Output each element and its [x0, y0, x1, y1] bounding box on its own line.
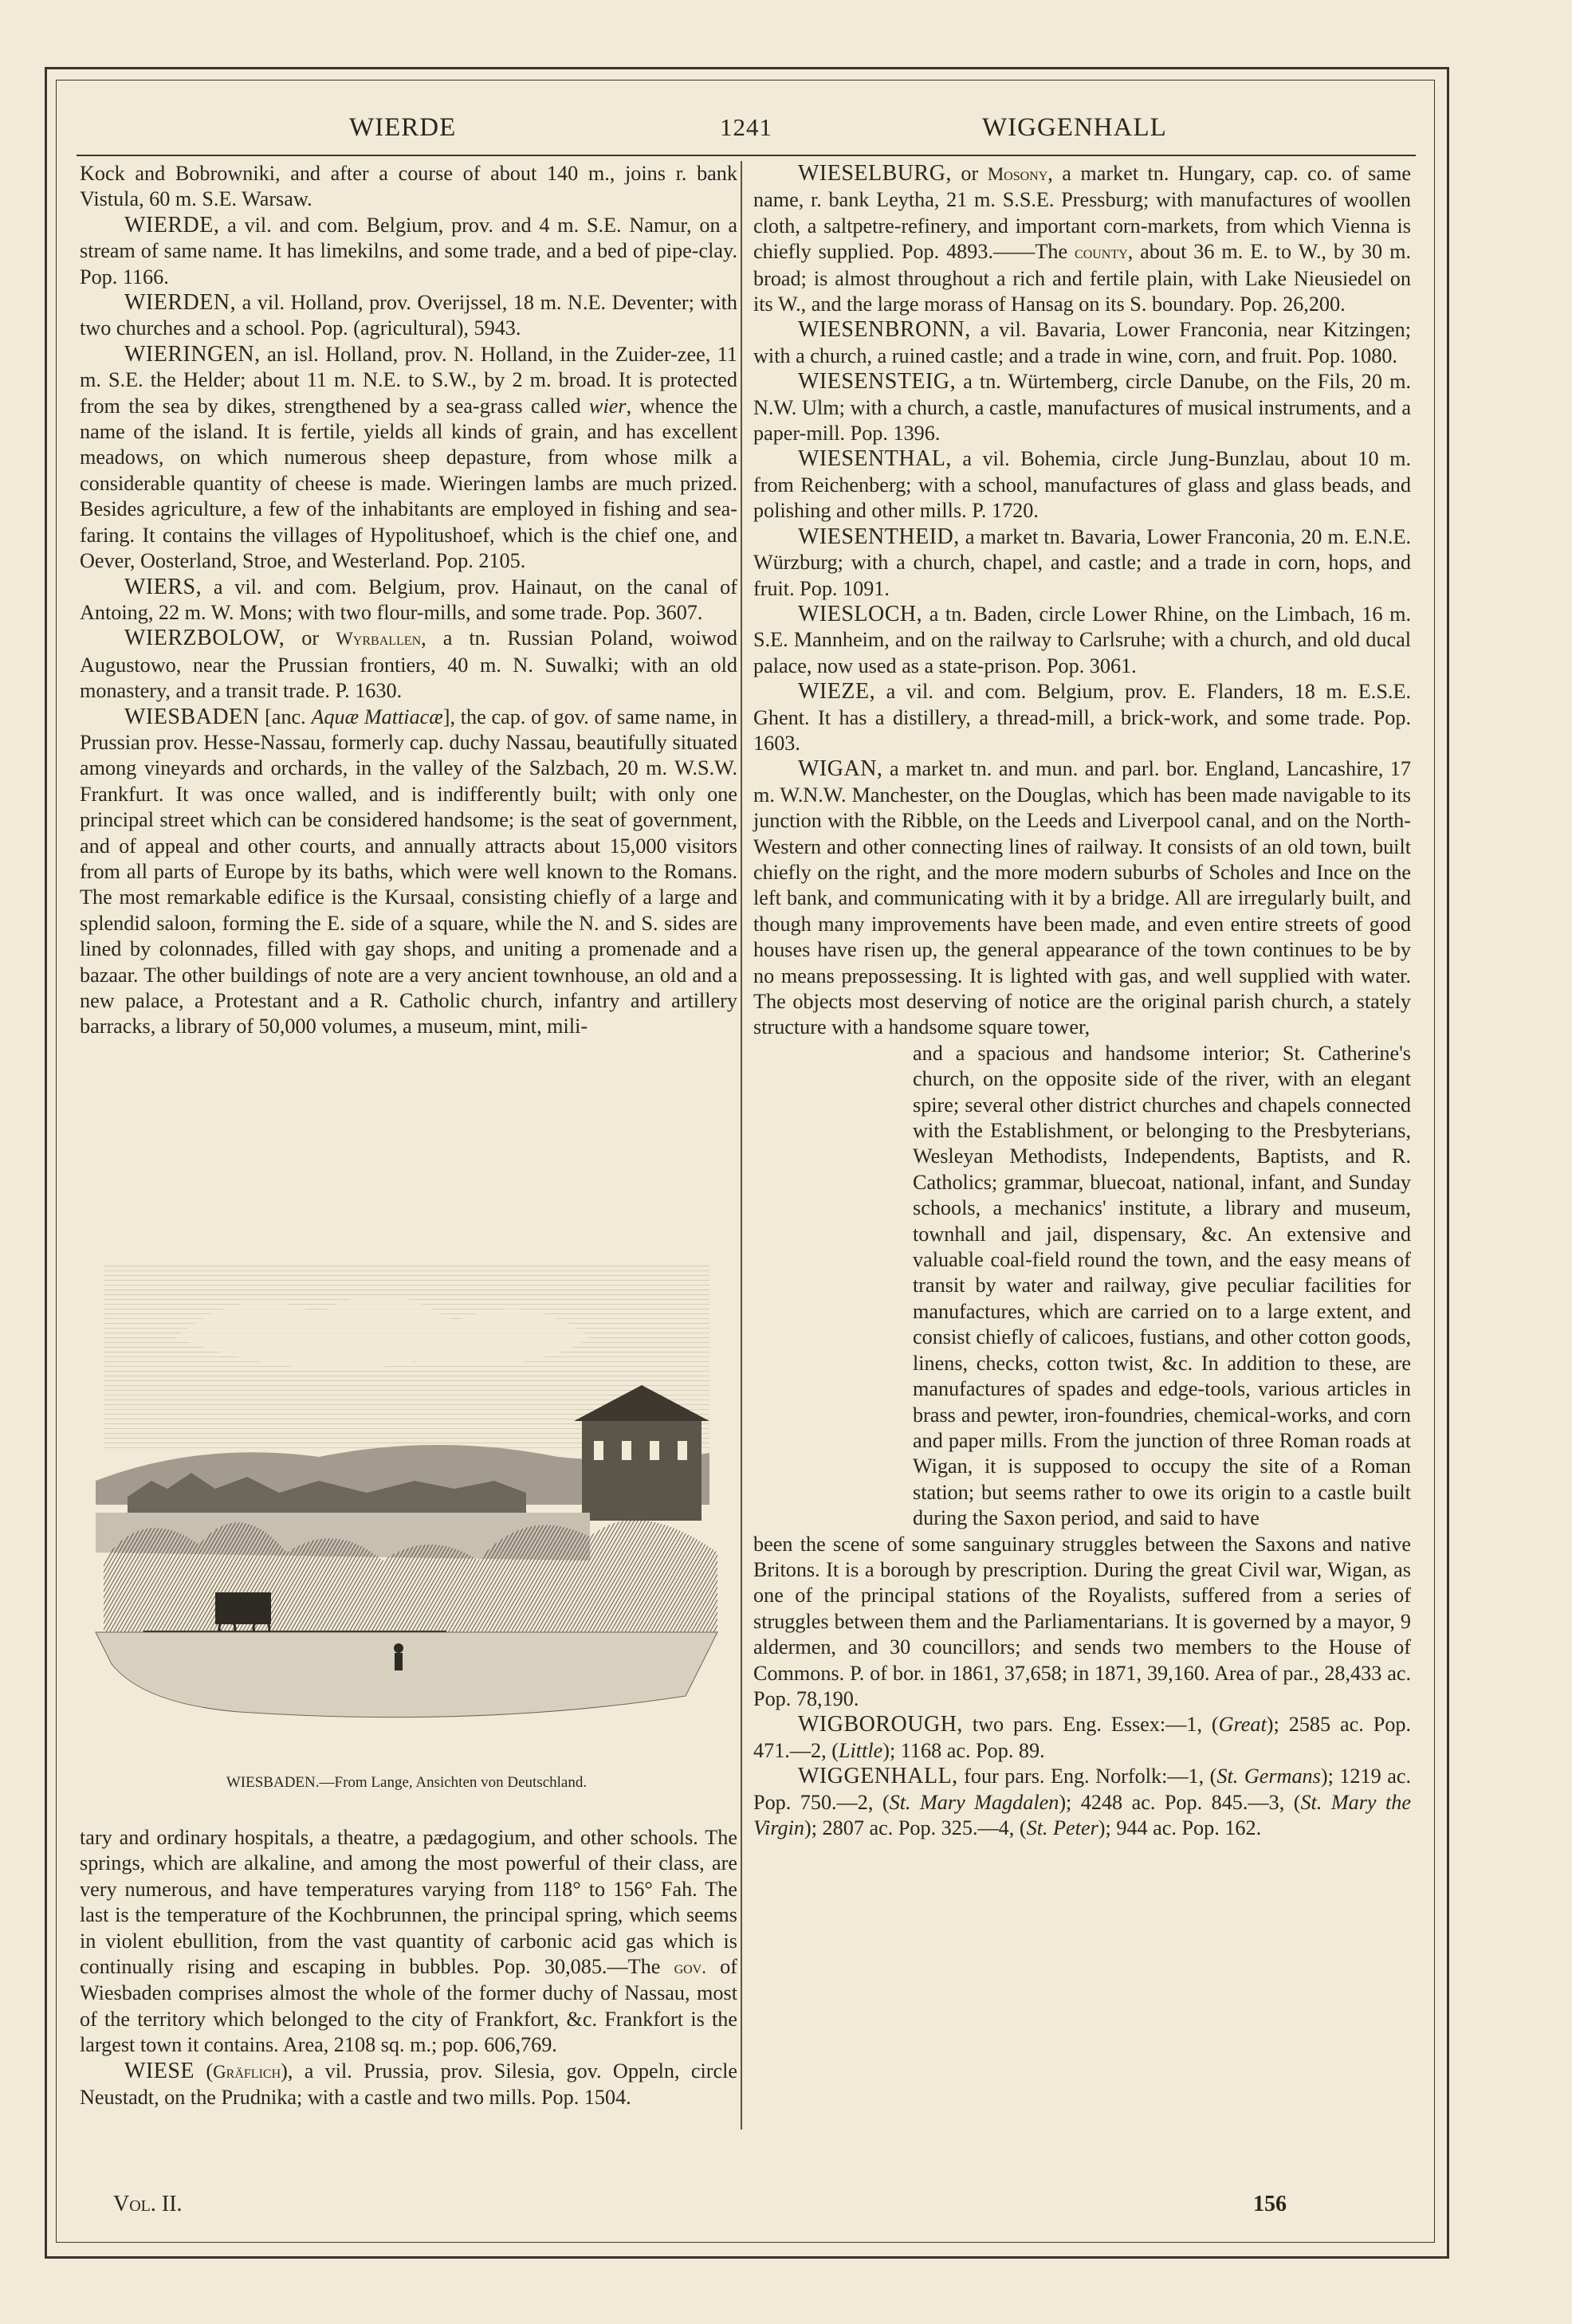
entry-wierzbolow: WIERZBOLOW, or Wyrballen, a tn. Russian Poland, woiwod Augustowo, near the Prussian frontiers, 40 m. N. Suwalki; with an old monastery, and a transit trade. P. 1630. — [80, 626, 737, 703]
entry-wiesloch: WIESLOCH, a tn. Baden, circle Lower Rhine, on the Limbach, 16 m. S.E. Mannheim, and on the railway to Carlsruhe; with a church, and old ducal palace, now used as a state-prison. Pop. 3061. — [753, 601, 1411, 677]
entry-wiesentheid: WIESENTHEID, a market tn. Bavaria, Lower Franconia, 20 m. E.N.E. Würzburg; with a church, chapel, and castle; and a trade in corn, hops, and fruit. Pop. 1091. — [753, 524, 1411, 600]
headword: WIESELBURG, — [798, 161, 952, 186]
building — [582, 1417, 702, 1521]
headword: WIESE — [124, 2058, 195, 2083]
headword: WIERZBOLOW, — [124, 626, 285, 651]
page-number: 1241 — [720, 113, 772, 141]
wiesbaden-engraving — [80, 1218, 733, 1792]
signature-mark: 156 — [1253, 2192, 1287, 2216]
entry-wiers: WIERS, a vil. and com. Belgium, prov. Hainaut, on the canal of Antoing, 22 m. W. Mons; with two flour-mills, and some trade. Pop. 3607. — [80, 574, 737, 624]
entry-wiesensteig: WIESENSTEIG, a tn. Würtemberg, circle Danube, on the Fils, 20 m. N.W. Ulm; with a church, a castle, manufactures of musical instruments, and a paper-mill. Pop. 1396. — [753, 369, 1411, 446]
entry-wieselburg: WIESELBURG, or Mosony, a market tn. Hungary, cap. co. of same name, r. bank Leytha, 21 m. S.S.E. Pressburg; with manufactures of woollen cloth, a saltpetre-refinery, and important corn-markets, from which Vienna is chiefly supplied. Pop. 4893.——The county, about 36 m. E. to W., by 30 m. broad; is almost throughout a rich and fertile plain, with Lake Nieusiedel on its W., and the large morass of Hansag on its S. boundary. Pop. 26,200. — [753, 161, 1411, 316]
entry-wigborough: WIGBOROUGH, two pars. Eng. Essex:—1, (Great); 2585 ac. Pop. 471.—2, (Little); 1168 ac. Pop. 89. — [753, 1712, 1412, 1762]
entry-wieringen: WIERINGEN, an isl. Holland, prov. N. Holland, in the Zuider-zee, 11 m. S.E. the Helder; about 11 m. N.E. to S.W., by 2 m. broad. It is protected from the sea by dikes, strengthened by a sea-grass called wier, whence the name of the island. It is fertile, yields all kinds of grain, and has excellent meadows, on which numerous sheep depasture, from whose milk a considerable quantity of cheese is made. Wieringen lambs are much prized. Besides agriculture, a few of the inhabitants are employed in fishing and sea-faring. It contains the villages of Hypolitushoef, which is the chief one, and Oever, Oosterland, Stroe, and Westerland. Pop. 2105. — [80, 341, 737, 573]
headword: WIESENTHEID, — [798, 524, 960, 549]
entry-wierde: WIERDE, a vil. and com. Belgium, prov. and 4 m. S.E. Namur, on a stream of same name. It has limekilns, and some trade, and a bed of pipe-clay. Pop. 1166. — [80, 212, 737, 289]
running-head-right: WIGGENHALL — [982, 113, 1167, 142]
running-head-left: WIERDE — [349, 113, 457, 142]
headword: WIESBADEN — [124, 704, 260, 729]
entry-wiesbaden: WIESBADEN [anc. Aquæ Mattiacæ], the cap. of gov. of same name, in Prussian prov. Hesse-Nassau, formerly cap. duchy Nassau, beautifully situated among vineyards and orchards, in the valley of the Salzbach, 20 m. W.S.W. Frankfurt. It was once walled, and is indifferently built; with only one principal street which can be considered handsome; is the seat of government, and of appeal and other courts, and annually attracts about 15,000 visitors from all parts of Europe by its baths, which were well known to the Romans. The most remarkable edifice is the Kursaal, consisting chiefly of a large and splendid saloon, forming the E. side of a square, while the N. and S. sides are lined by colonnades, filled with gay shops, and uniting a promenade and a bazaar. The other buildings of note are a very ancient townhouse, an old and a new palace, a Protestant and a R. Catholic church, infantry and artillery barracks, a library of 50,000 volumes, a museum, mint, mili- — [80, 704, 737, 1038]
left-column-bottom — [80, 1825, 737, 2110]
figure-person — [394, 1643, 403, 1653]
headword: WIESENBRONN, — [798, 317, 971, 343]
entry-wiesenthal: WIESENTHAL, a vil. Bohemia, circle Jung-Bunzlau, about 10 m. from Reichenberg; with a school, manufactures of glass and glass beads, and polishing and other mills. P. 1720. — [753, 446, 1411, 523]
column-divider — [741, 161, 742, 2130]
headword: WIESENSTEIG, — [798, 369, 957, 395]
entry-wieze: WIEZE, a vil. and com. Belgium, prov. E. Flanders, 18 m. E.S.E. Ghent. It has a distillery, a thread-mill, a brick-work, and some trade. Pop. 1603. — [753, 679, 1411, 755]
headword: WIERINGEN, — [124, 341, 261, 367]
entry-continuation: Kock and Bobrowniki, and after a course of about 140 m., joins r. bank Vistula, 60 m. S.E. Warsaw. — [80, 162, 737, 211]
headword: WIESLOCH, — [798, 601, 923, 626]
right-column — [753, 161, 1411, 1841]
entry-wigan-end: been the scene of some sanguinary struggles between the Saxons and native Britons. It is a borough by prescription. During the great Civil war, Wigan, as one of the principal stations of the Royalists, suffered from a series of struggles between them and the Parliamentarians. It is governed by a mayor, 9 aldermen, and 30 councillors; and sends two members to the House of Commons. P. of bor. in 1861, 37,658; in 1871, 39,160. Area of par., 28,433 ac. Pop. 78,190. — [753, 1532, 1411, 1710]
headword: WIGGENHALL, — [798, 1764, 958, 1789]
headword: WIERDE, — [124, 212, 220, 238]
entry-wiggenhall: WIGGENHALL, four pars. Eng. Norfolk:—1, (St. Germans); 1219 ac. Pop. 750.—2, (St. Mary Magdalen); 4248 ac. Pop. 845.—3, (St. Mary the Virgin); 2807 ac. Pop. 325.—4, (St. Peter); 944 ac. Pop. 162. — [753, 1764, 1411, 1839]
figure-caption: WIESBADEN.—From Lange, Ansichten von Deutschland. — [226, 1774, 588, 1791]
wiesbaden-continued: tary and ordinary hospitals, a theatre, a pædagogium, and other schools. The springs, which are alkaline, and among the most powerful of their class, are very numerous, and have temperatures varying from 118° to 156° Fah. The last is the temperature of the Kochbrunnen, the principal spring, which seems in violent ebullition, from the vast quantity of carbonic acid gas which is continually rising and escaping in bubbles. Pop. 30,085.—The gov. of Wiesbaden comprises almost the whole of the former duchy of Nassau, most of the territory which belonged to the city of Frankfort, &c. Frankfort is the largest town it contains. Area, 2108 sq. m.; pop. 606,769. — [80, 1826, 737, 2057]
entry-wierden: WIERDEN, a vil. Holland, prov. Overijssel, 18 m. N.E. Deventer; with two churches and a school. Pop. (agricultural), 5943. — [80, 290, 737, 340]
left-column-top — [80, 161, 737, 1040]
header-rule — [77, 155, 1416, 156]
entry-wiesenbronn: WIESENBRONN, a vil. Bavaria, Lower Franconia, near Kitzingen; with a church, a ruined castle; and a trade in wine, corn, and fruit. Pop. 1080. — [753, 317, 1411, 367]
headword: WIERS, — [124, 574, 202, 599]
headword: WIESENTHAL, — [798, 446, 952, 472]
volume-label: Vol. II. — [113, 2192, 183, 2216]
ground — [96, 1632, 717, 1717]
entry-wigan: WIGAN, a market tn. and mun. and parl. bor. England, Lancashire, 17 m. W.N.W. Manchester, on the Douglas, which has been made navigable to its junction with the Ribble, on the Leeds and Liverpool canal, and on the North-Western and other connecting lines of railway. It consists of an old town, built chiefly on the right, and the more modern suburbs of Scholes and Ince on the left bank, and communicating with it by a bridge. All are irregularly built, and though many improvements have been made, and even entire streets of good houses have risen up, the general appearance of the town continues to be by no means prepossessing. It is lighted with gas, and well supplied with water. The objects most deserving of notice are the original parish church, a stately structure with a handsome square tower, — [753, 756, 1411, 1039]
entry-wiese: WIESE (Gräflich), a vil. Prussia, prov. Silesia, gov. Oppeln, circle Neustadt, on the Prudnika; with a castle and two mills. Pop. 1504. — [80, 2058, 737, 2110]
entry-wigan-indented: and a spacious and handsome interior; St. Catherine's church, on the opposite side of the river, with an elegant spire; several other district churches and chapels connected with the Establishment, or belonging to the Presbyterians, Wesleyan Methodists, Independents, Baptists, and R. Catholics; grammar, bluecoat, national, infant, and Sunday schools, a mechanics' institute, a library and museum, townhall and jail, dispensary, &c. An extensive and valuable coal-field round the town, and the easy means of transit by water and railway, give peculiar facilities for manufactures, which are carried on to a large extent, and consist chiefly of calicoes, fustians, and other cotton goods, linens, checks, cotton twist, &c. In addition to these, are manufactures of spades and edge-tools, various articles in brass and pewter, iron-foundries, chemical-works, and corn and paper mills. From the junction of three Roman roads at Wigan, it is supposed to occupy the site of a Roman station; but seems rather to owe its origin to a castle built during the Saxon period, and said to have — [913, 1041, 1411, 1530]
headword: WIGBOROUGH, — [798, 1712, 963, 1737]
headword: WIERDEN, — [124, 290, 237, 316]
headword: WIGAN, — [798, 756, 883, 782]
headword: WIEZE, — [798, 679, 876, 705]
